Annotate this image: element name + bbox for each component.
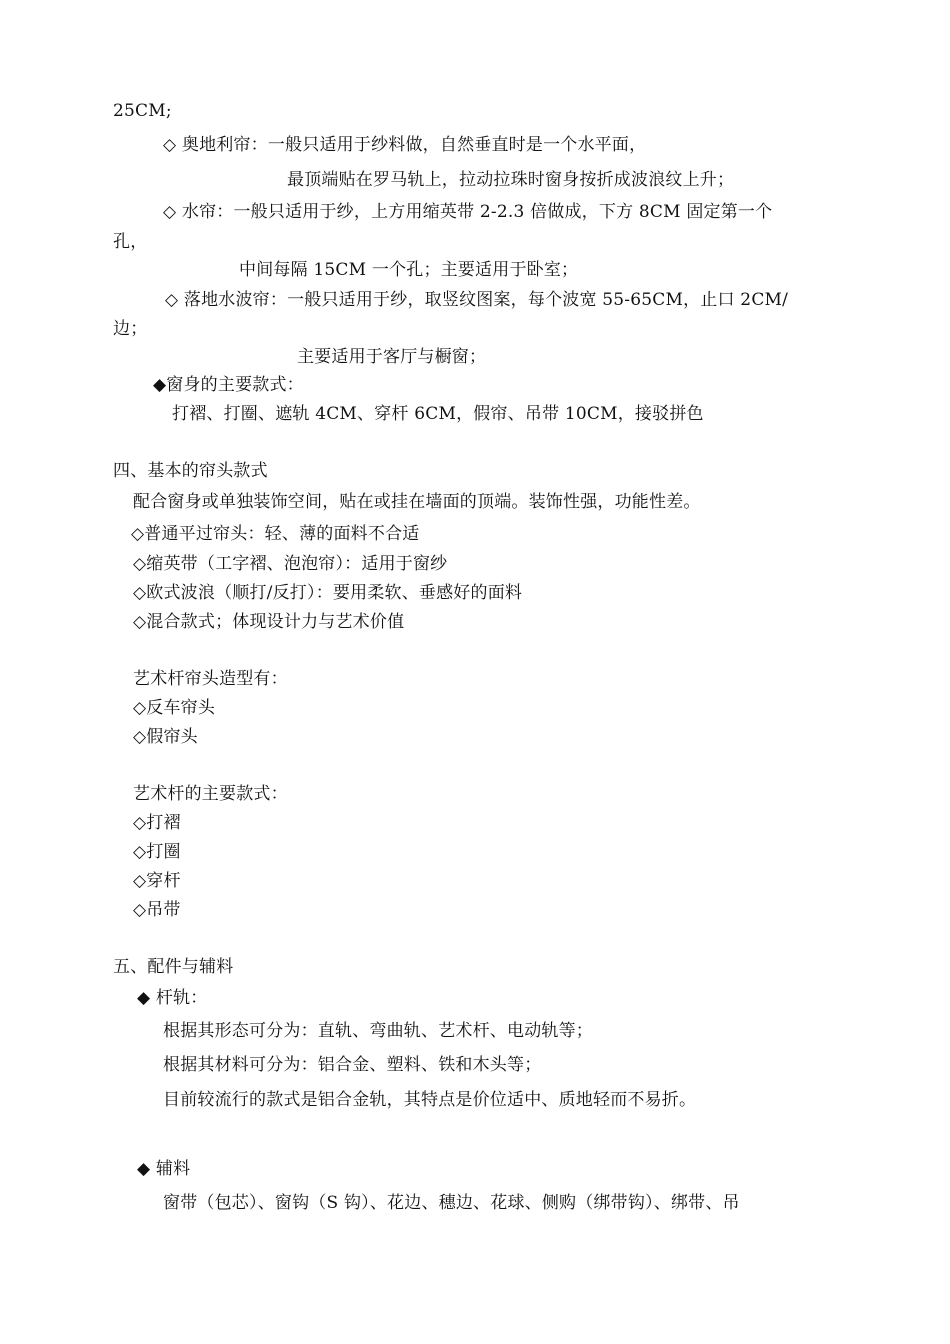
text-line-shirring-tape: ◇缩英带（工字褶、泡泡帘）：适用于窗纱 xyxy=(133,554,448,574)
text-line-fake-valance: ◇假帘头 xyxy=(133,727,198,747)
text-line-accessories-list: 窗带（包芯）、窗钩（S 钩）、花边、穗边、花球、侧购（绑带钩）、绑带、吊 xyxy=(163,1193,740,1213)
text-line-rod-style-pocket: ◇穿杆 xyxy=(133,871,181,891)
section-heading-5: 五、配件与辅料 xyxy=(113,957,234,977)
section-heading-4: 四、基本的帘头款式 xyxy=(113,461,268,481)
text-line-water-curtain: ◇ 水帘：一般只适用于纱，上方用缩英带 2-2.3 倍做成，下方 8CM 固定第一个 xyxy=(163,202,773,222)
text-line-rod-style-pleat: ◇打褶 xyxy=(133,813,181,833)
text-line-austrian-curtain-detail: 最顶端贴在罗马轨上，拉动拉珠时窗身按折成波浪纹上升； xyxy=(287,170,735,190)
text-line-valance-intro: 配合窗身或单独装饰空间，贴在或挂在墙面的顶端。装饰性强，功能性差。 xyxy=(133,492,701,512)
text-line-rod-style-tab: ◇吊带 xyxy=(133,900,181,920)
text-line-water-curtain-wrap: 孔， xyxy=(113,232,148,252)
text-line-accessories-heading: ◆ 辅料 xyxy=(137,1159,191,1179)
text-line-rod-valance-heading: 艺术杆帘头造型有： xyxy=(133,669,288,689)
text-line-rod-style-ring: ◇打圈 xyxy=(133,842,181,862)
text-line-flat-valance: ◇普通平过帘头：轻、薄的面料不合适 xyxy=(131,524,420,544)
text-line-continuation-25cm: 25CM; xyxy=(113,101,172,121)
text-line-body-styles-heading: ◆窗身的主要款式： xyxy=(153,375,304,395)
text-line-body-styles-list: 打褶、打圈、遮轨 4CM、穿杆 6CM，假帘、吊带 10CM，接驳拼色 xyxy=(172,404,704,424)
text-line-mixed-style: ◇混合款式；体现设计力与艺术价值 xyxy=(133,612,405,632)
text-line-water-curtain-detail: 中间每隔 15CM 一个孔；主要适用于卧室； xyxy=(239,260,579,280)
text-line-european-wave: ◇欧式波浪（顺打/反打）：要用柔软、垂感好的面料 xyxy=(133,583,523,603)
text-line-austrian-curtain: ◇ 奥地利帘：一般只适用于纱料做，自然垂直时是一个水平面， xyxy=(163,135,647,155)
text-line-rails-heading: ◆ 杆轨： xyxy=(137,988,208,1008)
text-line-floor-wave-curtain-detail: 主要适用于客厅与橱窗； xyxy=(297,347,487,367)
text-line-rod-styles-heading: 艺术杆的主要款式： xyxy=(133,784,288,804)
text-line-reverse-valance: ◇反车帘头 xyxy=(133,698,216,718)
text-line-floor-wave-curtain-wrap: 边； xyxy=(113,319,148,339)
text-line-rails-by-form: 根据其形态可分为：直轨、弯曲轨、艺术杆、电动轨等； xyxy=(163,1021,593,1041)
text-line-rails-by-material: 根据其材料可分为：铝合金、塑料、铁和木头等； xyxy=(163,1055,542,1075)
text-line-floor-wave-curtain: ◇ 落地水波帘：一般只适用于纱，取竖纹图案，每个波宽 55-65CM，止口 2CM/ xyxy=(165,290,789,310)
text-line-rails-popular: 目前较流行的款式是铝合金轨，其特点是价位适中、质地轻而不易折。 xyxy=(163,1090,697,1110)
